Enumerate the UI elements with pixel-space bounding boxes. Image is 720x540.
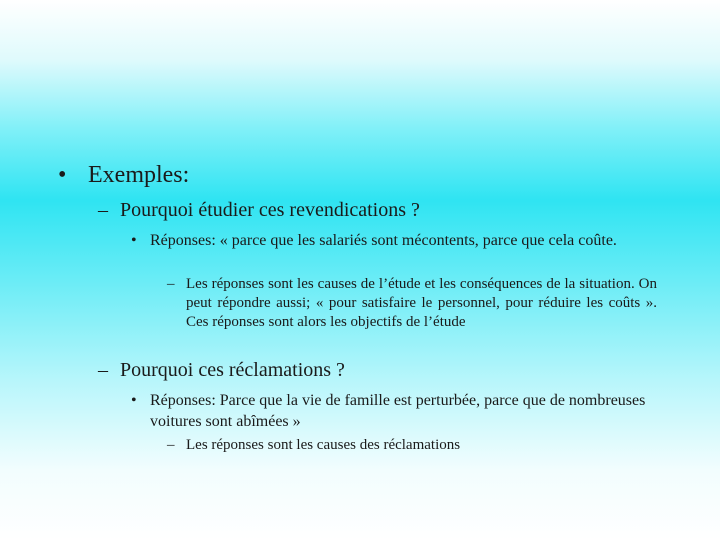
dash-marker: – bbox=[167, 276, 175, 292]
bullet-item-level2 bbox=[98, 358, 678, 382]
bullet-item-level2 bbox=[98, 198, 678, 222]
bullet-marker: • bbox=[131, 392, 137, 409]
bullet-text: Réponses: « parce que les salariés sont mécontents, parce que cela coûte. bbox=[150, 232, 617, 249]
dash-marker: – bbox=[98, 199, 108, 221]
bullet-text: Pourquoi ces réclamations ? bbox=[120, 359, 345, 381]
bullet-item-level3 bbox=[131, 390, 651, 432]
bullet-marker: • bbox=[58, 162, 67, 188]
bullet-text: Les réponses sont les causes des réclamations bbox=[186, 437, 461, 453]
bullet-text: Réponses: Parce que la vie de famille est perturbée, parce que de nombreuses voitures sont abîmées » bbox=[150, 392, 646, 430]
bullet-item-level3 bbox=[131, 230, 651, 251]
bullet-item-level4 bbox=[167, 436, 657, 455]
dash-marker: – bbox=[98, 359, 108, 381]
bullet-item-level1 bbox=[58, 161, 658, 189]
bullet-text: Pourquoi étudier ces revendications ? bbox=[120, 199, 420, 221]
bullet-marker: • bbox=[131, 232, 137, 249]
dash-marker: – bbox=[167, 437, 175, 453]
bullet-text: Exemples: bbox=[88, 162, 190, 188]
bullet-text: Les réponses sont les causes de l’étude et les conséquences de la situation. On peut répondre aussi; « pour satisfaire le personnel, pour réduire les coûts ». Ces réponses sont alors les objectifs de l’étude bbox=[186, 276, 657, 330]
bullet-item-level4 bbox=[167, 275, 657, 332]
